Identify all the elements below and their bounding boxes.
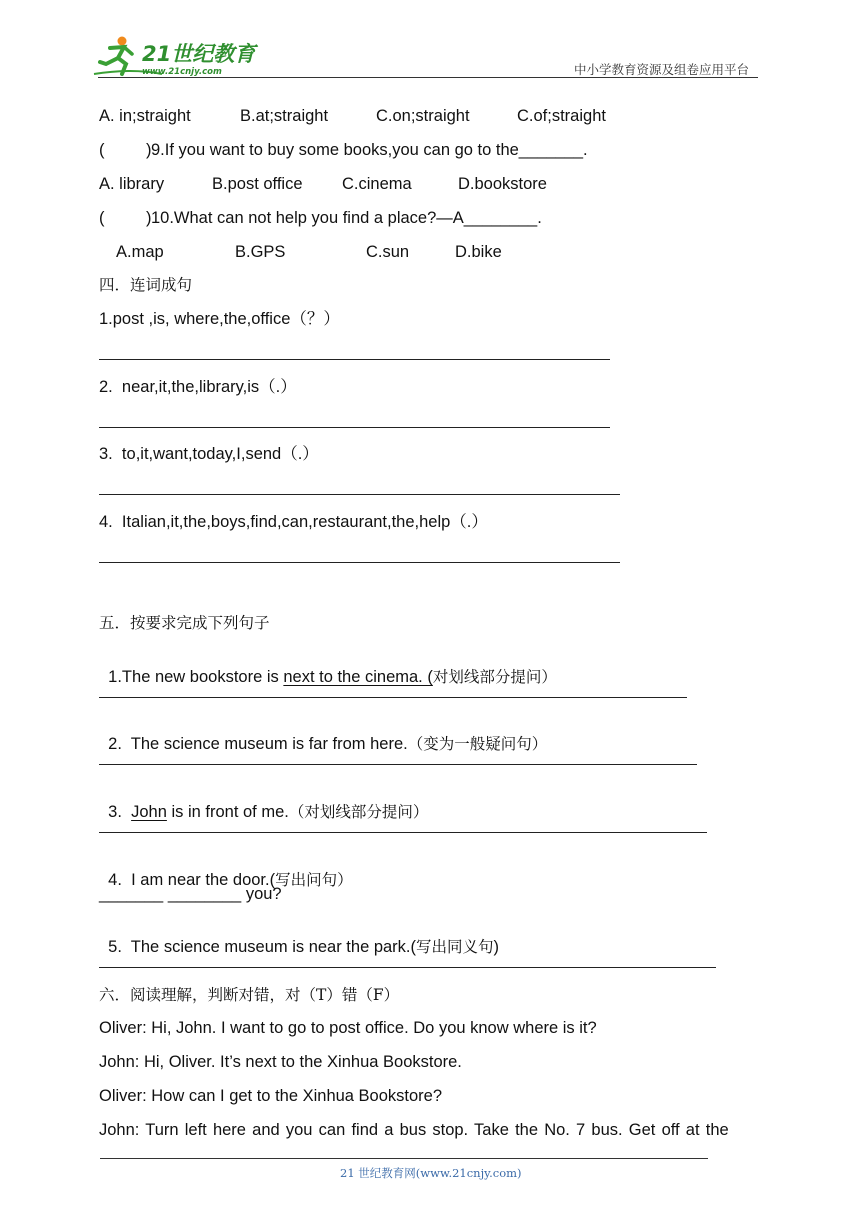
section4-item-3: 3. to,it,want,today,I,send（.） bbox=[99, 445, 319, 463]
q8-option-d: C.of;straight bbox=[517, 107, 606, 125]
section5-item-2 bbox=[99, 714, 547, 754]
item-number: 3. bbox=[108, 803, 132, 821]
q10-option-a: A.map bbox=[116, 243, 164, 261]
dialogue-line-2: John: Hi, Oliver. It’s next to the Xinhua Bookstore. bbox=[99, 1053, 462, 1071]
item-text: is in front of me. bbox=[166, 803, 289, 821]
dialogue-line-3: Oliver: How can I get to the Xinhua Bookstore? bbox=[99, 1087, 443, 1105]
answer-line-5-2[interactable] bbox=[99, 764, 697, 765]
answer-line-4-4[interactable] bbox=[99, 562, 620, 563]
answer-line-4-3[interactable] bbox=[99, 494, 620, 495]
item-instruction: 写出同义句 bbox=[416, 938, 494, 956]
item-instruction: （对划线部分提问） bbox=[288, 803, 429, 821]
q10-stem: 10.What can not help you find a place?—A________. bbox=[151, 209, 542, 227]
item-text: 2. The science museum is far from here. bbox=[108, 735, 408, 753]
q9-option-c: C.cinema bbox=[342, 175, 412, 193]
answer-line-4-1[interactable] bbox=[99, 359, 610, 360]
section5-item-3 bbox=[99, 782, 428, 822]
logo bbox=[92, 34, 262, 80]
dialogue-line-4: John: Turn left here and you can find a bus stop. Take the No. 7 bus. Get off at the bbox=[99, 1121, 729, 1139]
logo-text: 21世纪教育 bbox=[142, 42, 256, 66]
item-text: 4. I am near the door.( bbox=[108, 871, 276, 889]
platform-title: 中小学教育资源及组卷应用平台 bbox=[574, 62, 750, 77]
dialogue-line-1: Oliver: Hi, John. I want to go to post office. Do you know where is it? bbox=[99, 1019, 597, 1037]
q9-option-d: D.bookstore bbox=[458, 175, 547, 193]
item-text: 5. The science museum is near the park.( bbox=[108, 938, 417, 956]
q8-option-b: B.at;straight bbox=[240, 107, 329, 125]
item-instruction: 对划线部分提问） bbox=[432, 668, 557, 686]
q10-paren-close: ) bbox=[146, 209, 152, 227]
q10-paren-open: ( bbox=[99, 209, 105, 227]
section5-item-5 bbox=[99, 917, 499, 957]
answer-line-5-1[interactable] bbox=[99, 697, 687, 698]
q9-paren-open: ( bbox=[99, 141, 105, 159]
q10-option-b: B.GPS bbox=[235, 243, 286, 261]
q10-option-c: C.sun bbox=[366, 243, 410, 261]
q9-stem: 9.If you want to buy some books,you can go to the_______. bbox=[151, 141, 588, 159]
footer-divider bbox=[100, 1158, 708, 1159]
section4-item-2: 2. near,it,the,library,is（.） bbox=[99, 378, 297, 396]
item-close: ) bbox=[493, 938, 500, 956]
section6-title: 六．阅读理解，判断对错，对（T）错（F） bbox=[99, 986, 400, 1004]
q9-option-a: A. library bbox=[99, 175, 165, 193]
answer-line-5-3[interactable] bbox=[99, 832, 707, 833]
answer-line-4-2[interactable] bbox=[99, 427, 610, 428]
q9-paren-close: ) bbox=[146, 141, 152, 159]
section5-item-4-answer[interactable]: _______ ________ you? bbox=[99, 885, 282, 903]
section4-item-1: 1.post ,is, where,the,office（？） bbox=[99, 310, 340, 328]
section4-item-4: 4. Italian,it,the,boys,find,can,restaurant,the,help（.） bbox=[99, 513, 488, 531]
q10-option-d: D.bike bbox=[455, 243, 502, 261]
q9-option-b: B.post office bbox=[212, 175, 303, 193]
underlined-phrase: next to the cinema. ( bbox=[283, 668, 433, 686]
underlined-word: John bbox=[131, 803, 167, 821]
q8-option-c: C.on;straight bbox=[376, 107, 470, 125]
logo-url: www.21cnjy.com bbox=[142, 67, 222, 77]
item-text: 1.The new bookstore is bbox=[108, 668, 284, 686]
section5-title: 五．按要求完成下列句子 bbox=[99, 614, 270, 632]
q8-option-a: A. in;straight bbox=[99, 107, 191, 125]
answer-line-5-5[interactable] bbox=[99, 967, 716, 968]
header-divider bbox=[98, 77, 758, 78]
footer-text: 21 世纪教育网(www.21cnjy.com) bbox=[340, 1166, 522, 1180]
item-instruction: （变为一般疑问句） bbox=[407, 735, 548, 753]
section5-item-1 bbox=[99, 647, 557, 687]
item-instruction: 写出问句） bbox=[275, 871, 353, 889]
section4-title: 四．连词成句 bbox=[99, 276, 193, 294]
